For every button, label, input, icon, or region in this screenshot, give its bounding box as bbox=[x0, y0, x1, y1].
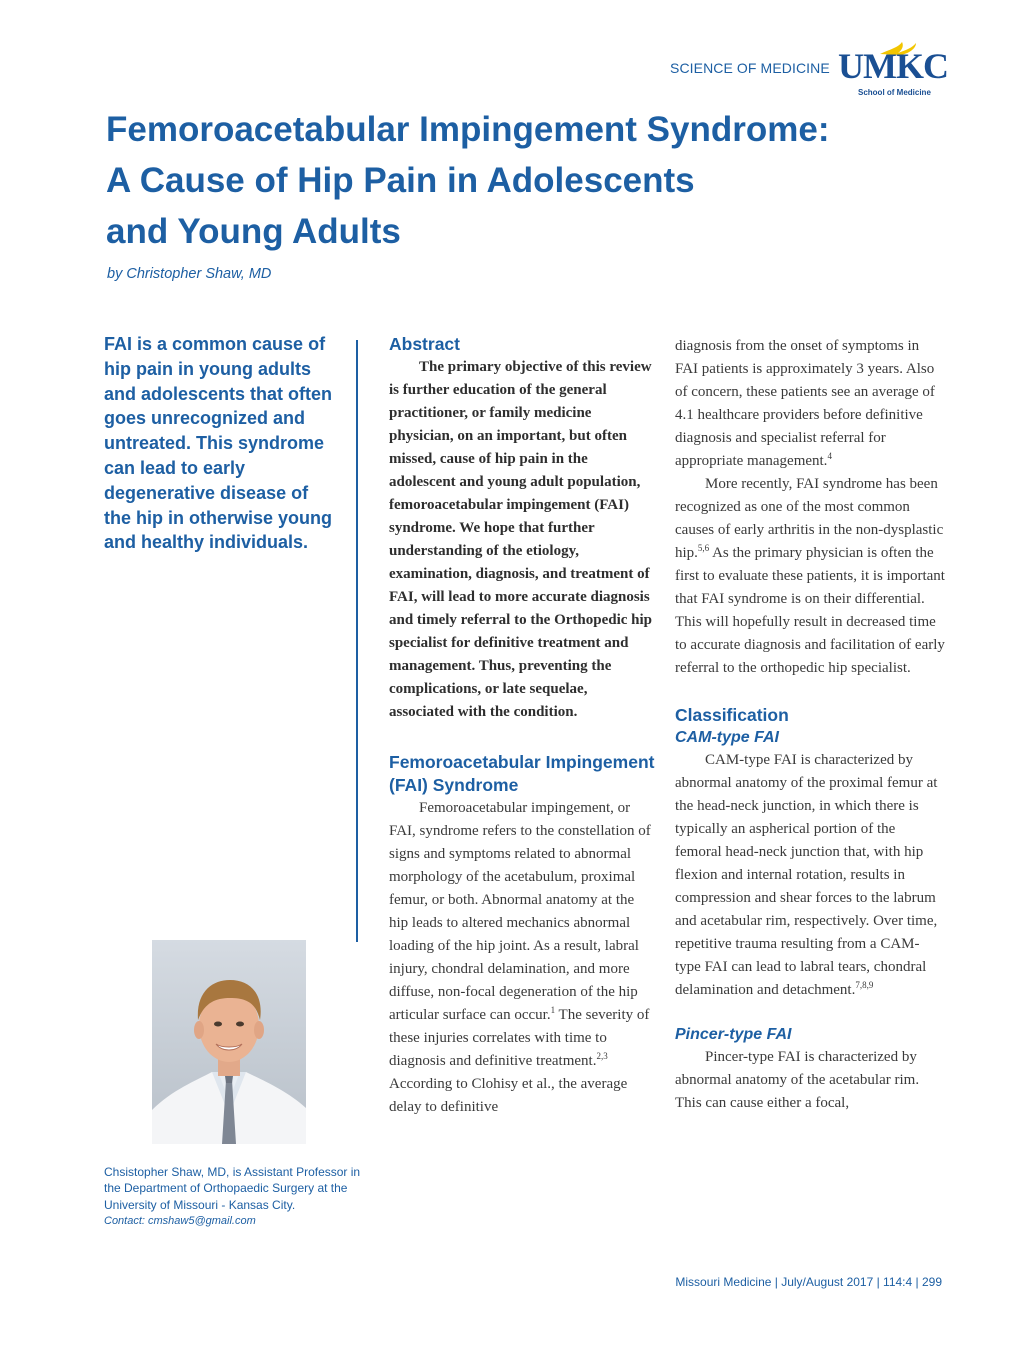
cam-type-paragraph bbox=[675, 749, 945, 1002]
author-photo bbox=[152, 940, 306, 1144]
pull-quote: FAI is a common cause of hip pain in young adults and adolescents that often goes unrecognized and untreated. This syndrome can lead to early degenerative disease of the hip in otherwise young and healthy individuals. bbox=[104, 334, 333, 553]
logo-subtext: School of Medicine bbox=[858, 88, 931, 97]
vertical-divider bbox=[356, 340, 358, 942]
fai-text-part: More recently, FAI syndrome has been recognized as one of the most common causes of early arthritis in the non-dysplastic hip. bbox=[675, 476, 944, 561]
reference-marker: 4 bbox=[827, 451, 832, 461]
column-right bbox=[675, 335, 945, 1115]
fai-paragraph-1-continued bbox=[675, 335, 945, 473]
fai-text-part: diagnosis from the onset of symptoms in FAI patients is approximately 3 years. Also of concern, these patients see an average of 4.1 healthcare providers before definitive diagnosis and specialist referral for appropriate management. bbox=[675, 338, 935, 469]
author-bio: Chsistopher Shaw, MD, is Assistant Professor in the Department of Orthopaedic Surgery at the University of Missouri - Kansas City. bbox=[104, 1165, 361, 1212]
title-line: Femoroacetabular Impingement Syndrome: bbox=[106, 110, 830, 149]
title-line: and Young Adults bbox=[106, 212, 401, 251]
reference-marker: 5,6 bbox=[697, 543, 710, 553]
logo-text: UMKC bbox=[838, 46, 948, 86]
fai-text-part: The severity of these injuries correlates with time to diagnosis and definitive treatment. bbox=[389, 1007, 650, 1069]
fai-text-part: According to Clohisy et al., the average delay to definitive bbox=[389, 1076, 628, 1115]
page-footer: Missouri Medicine | July/August 2017 | 114:4 | 299 bbox=[675, 1275, 942, 1289]
cam-type-heading: CAM-type FAI bbox=[675, 729, 779, 746]
umkc-logo bbox=[838, 40, 948, 102]
classification-heading: Classification bbox=[675, 705, 789, 725]
cam-text: CAM-type FAI is characterized by abnormal anatomy of the proximal femur at the head-neck junction, in which there is typically an aspherical portion of the femoral head-neck junction that, with hip flexion and internal rotation, results in compression and shear forces to the labrum and acetabular rim, respectively. Over time, repetitive trauma resulting from a CAM-type FAI can lead to labral tears, chondral delamination and detachment. bbox=[675, 752, 938, 998]
fai-text-part: As the primary physician is often the first to evaluate these patients, it is important that FAI syndrome is on their differential. This will hopefully result in decreased time to accurate diagnosis and facilitation of early referral to the orthopedic hip specialist. bbox=[675, 545, 945, 676]
abstract-heading: Abstract bbox=[389, 334, 460, 354]
author-contact: Contact: cmshaw5@gmail.com bbox=[104, 1214, 256, 1227]
column-middle bbox=[389, 333, 655, 1119]
reference-marker: 1 bbox=[550, 1005, 556, 1015]
section-label: SCIENCE OF MEDICINE bbox=[670, 60, 830, 76]
pincer-type-heading: Pincer-type FAI bbox=[675, 1026, 792, 1043]
reference-marker: 7,8,9 bbox=[855, 980, 874, 990]
author-caption bbox=[104, 1164, 376, 1229]
reference-marker: 2,3 bbox=[596, 1051, 608, 1061]
title-line: A Cause of Hip Pain in Adolescents bbox=[106, 161, 695, 200]
fai-paragraph-1 bbox=[389, 797, 655, 1119]
byline: by Christopher Shaw, MD bbox=[107, 266, 272, 282]
fai-paragraph-2 bbox=[675, 473, 945, 680]
article-title bbox=[106, 104, 906, 257]
pincer-type-paragraph: Pincer-type FAI is characterized by abnormal anatomy of the acetabular rim. This can cause either a focal, bbox=[675, 1049, 920, 1111]
fai-section-heading: Femoroacetabular Impingement (FAI) Syndrome bbox=[389, 752, 655, 795]
author-portrait-image bbox=[152, 940, 306, 1144]
fai-text-part: Femoroacetabular impingement, or FAI, syndrome refers to the constellation of signs and symptoms related to abnormal morphology of the acetabulum, proximal femur, or both. Abnormal anatomy at the hip leads to altered mechanics abnormal loading of the hip joint. As a result, labral injury, chondral delamination, and more diffuse, non-focal degeneration of the hip articular surface can occur. bbox=[389, 800, 651, 1023]
abstract-body: The primary objective of this review is further education of the general practitioner, or family medicine physician, on an important, but often missed, cause of hip pain in the adolescent and young adult population, femoroacetabular impingement (FAI) syndrome. We hope that further understanding of the etiology, examination, diagnosis, and treatment of FAI, will lead to more accurate diagnosis and timely referral to the Orthopedic hip specialist for definitive treatment and management. Thus, preventing the complications, or late sequelae, associated with the condition. bbox=[389, 359, 653, 720]
